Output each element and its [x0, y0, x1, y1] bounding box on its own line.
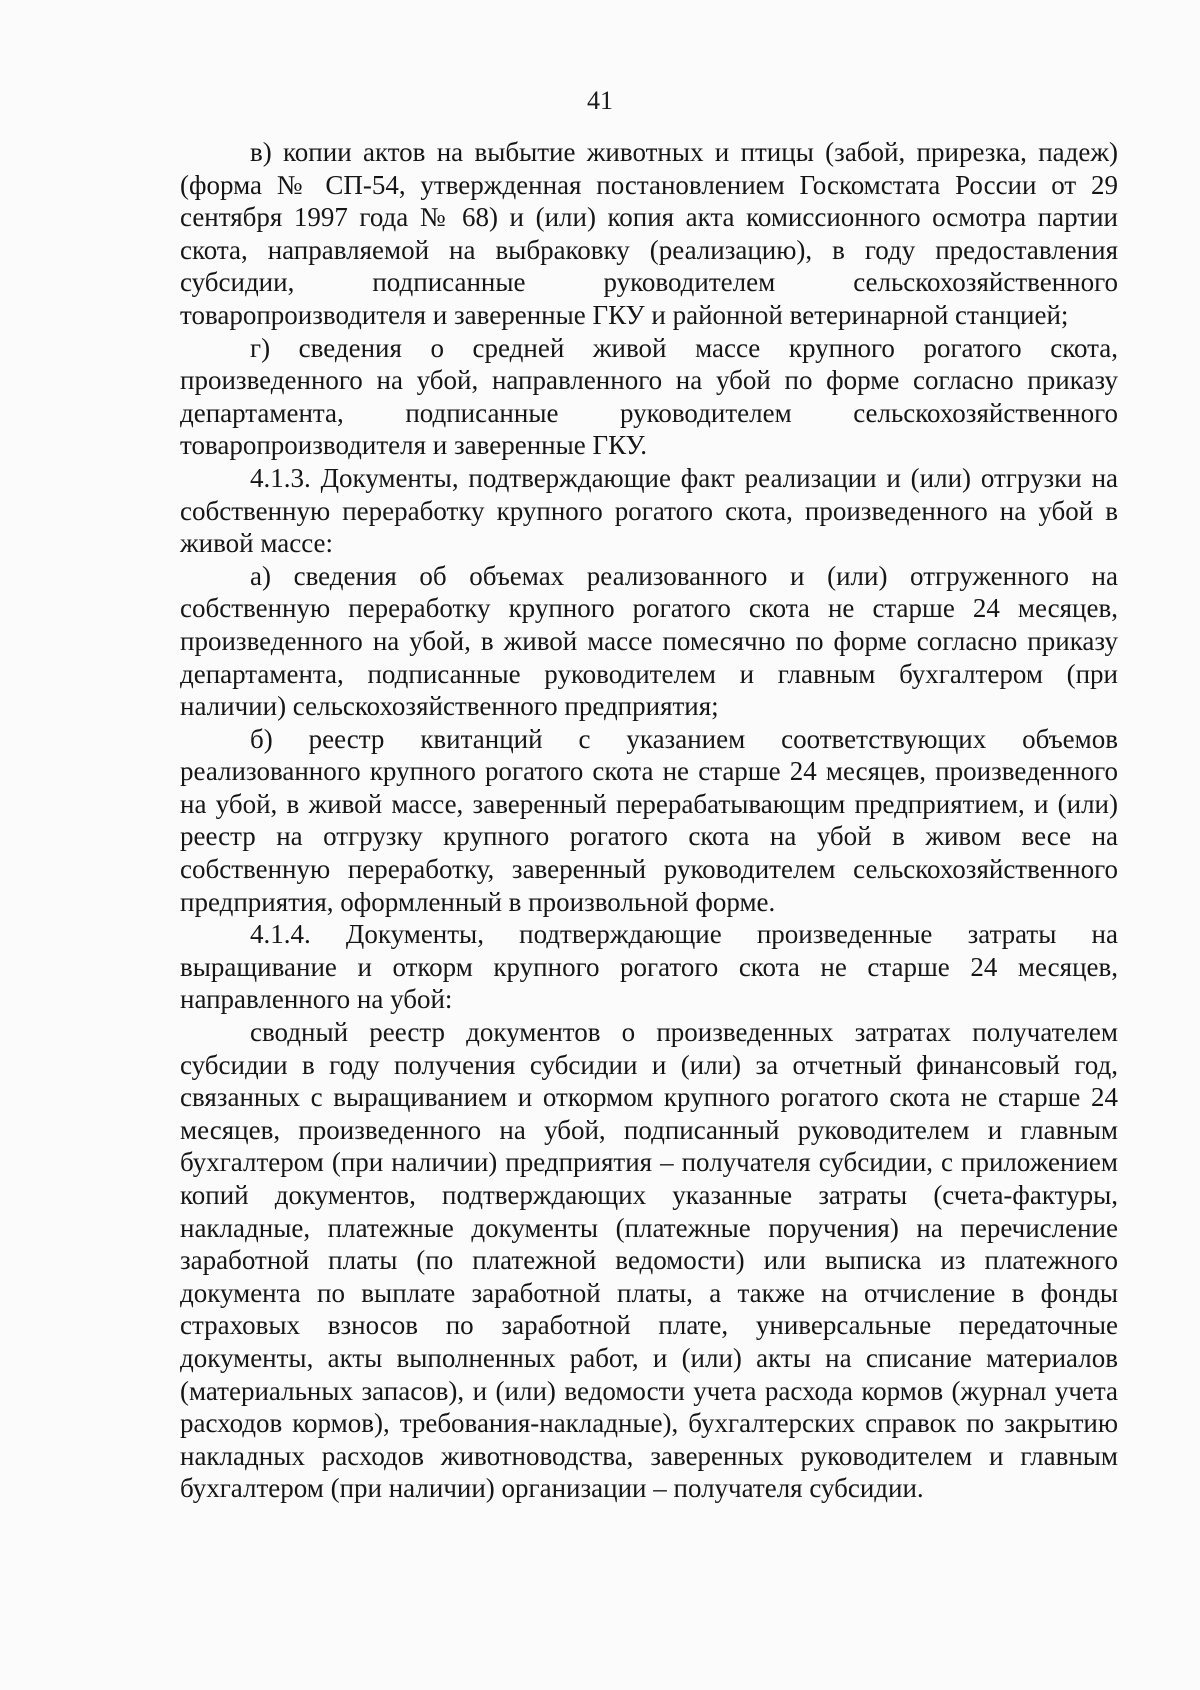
paragraph-a-volumes: а) сведения об объемах реализованного и (или) отгруженного на собственную переработку крупного рогатого скота не старше 24 месяцев, произведенного на убой, в живой массе помесячно по форме согласно приказу департамента, подписанные руководителем и главным бухгалтером (при наличии) сельскохозяйственного предприятия;	[180, 560, 1118, 722]
paragraph-4-1-3-heading: 4.1.3. Документы, подтверждающие факт реализации и (или) отгрузки на собственную переработку крупного рогатого скота, произведенного на убой в живой массе:	[180, 462, 1118, 559]
paragraph-summary-registry: сводный реестр документов о произведенных затратах получателем субсидии в году получения субсидии и (или) за отчетный финансовый год, связанных с выращиванием и откормом крупного рогатого скота не старше 24 месяцев, произведенного на убой, подписанный руководителем и главным бухгалтером (при наличии) предприятия – получателя субсидии, с приложением копий документов, подтверждающих указанные затраты (счета-фактуры, накладные, платежные документы (платежные поручения) на перечисление заработной платы (по платежной ведомости) или выписка из платежного документа по выплате заработной платы, а также на отчисление в фонды страховых взносов по заработной плате, универсальные передаточные документы, акты выполненных работ, и (или) акты на списание материалов (материальных запасов), и (или) ведомости учета расхода кормов (журнал учета расходов кормов), требования-накладные), бухгалтерских справок по закрытию накладных расходов животноводства, заверенных руководителем и главным бухгалтером (при наличии) организации – получателя субсидии.	[180, 1017, 1118, 1504]
paragraph-4-1-4-heading: 4.1.4. Документы, подтверждающие произведенные затраты на выращивание и откорм крупного рогатого скота не старше 24 месяцев, направленного на убой:	[180, 919, 1118, 1015]
page-number: 41	[587, 86, 613, 115]
paragraph-v-act-copies: в) копии актов на выбытие животных и птицы (забой, прирезка, падеж) (форма № СП-54, утвержденная постановлением Госкомстата России от 29 сентября 1997 года № 68) и (или) копия акта комиссионного осмотра партии скота, направляемой на выбраковку (реализацию), в году предоставления субсидии, подписанные руководителем сельскохозяйственного товаропроизводителя и заверенные ГКУ и районной ветеринарной станцией;	[180, 137, 1118, 330]
paragraph-g-live-weight: г) сведения о средней живой массе крупного рогатого скота, произведенного на убой, направленного на убой по форме согласно приказу департамента, подписанные руководителем сельскохозяйственного товаропроизводителя и заверенные ГКУ.	[180, 332, 1118, 461]
document-body	[180, 136, 1118, 1505]
paragraph-b-receipts-registry: б) реестр квитанций с указанием соответствующих объемов реализованного крупного рогатого скота не старше 24 месяцев, произведенного на убой, в живой массе, заверенный перерабатывающим предприятием, и (или) реестр на отгрузку крупного рогатого скота на убой в живом весе на собственную переработку, заверенный руководителем сельскохозяйственного предприятия, оформленный в произвольной форме.	[180, 723, 1118, 917]
